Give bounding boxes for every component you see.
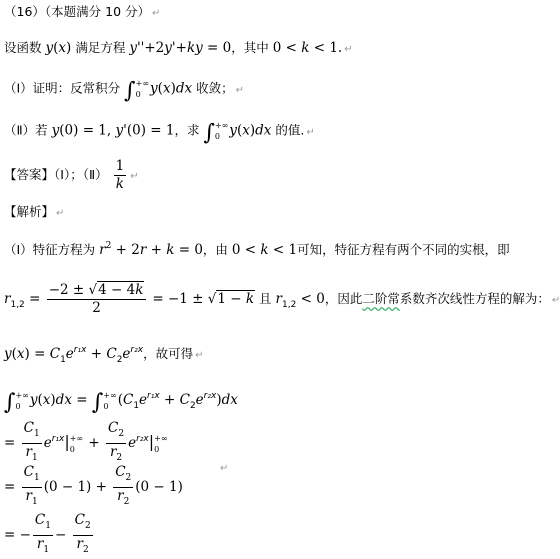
part2-end: 的值. (275, 122, 305, 138)
integral-sign-icon: ∫ (91, 390, 104, 415)
analysis-text-1b: ，由 (202, 242, 228, 257)
statement-text-3: ，其中 (231, 40, 269, 55)
analysis-line-4: ∫ +∞ 0 y(x)dx = ∫ +∞ 0 $(C_1e^{r_1x} + C_2e^{r_2x})dx$ (4, 390, 238, 415)
paragraph-mark-icon: ↵ (195, 350, 204, 361)
problem-part-1: （Ⅰ）证明：反常积分 ∫ +∞ 0 y(x)dx 收敛； ↵ (4, 78, 244, 104)
paragraph-mark-icon: ↵ (551, 295, 560, 306)
paragraph-mark-icon: ↵ (152, 8, 161, 19)
problem-header-text: （16）（本题满分 10 分） (4, 4, 151, 19)
integral-sign-icon: ∫ (4, 390, 16, 415)
analysis-line-7: = − $\frac{C_1}{r_1}$ − $\frac{C_2}{r_2}$ (4, 512, 91, 555)
part2-seek: ，求 (174, 122, 200, 138)
analysis-line-2: $r_{1,2}$ = $\frac{-2 \pm √4 - 4k}{2}$ = −1 ± √1 − k 且 $r_{1,2} < 0$，因此二阶常系数齐次线性方程的解为： ↵ (4, 282, 560, 316)
part1-text: （Ⅰ）证明：反常积分 (4, 80, 121, 96)
math-yx: y (45, 40, 54, 56)
roots-fraction: $\frac{-2 \pm √4 - 4k}{2}$ (47, 282, 147, 317)
paragraph-mark-icon: ↵ (130, 171, 139, 182)
math-k-range: 0 < (272, 40, 302, 56)
answer-label: 【答案】 (4, 167, 55, 182)
analysis-thus: ，因此 (324, 291, 363, 306)
integral-limits: +∞ 0 (214, 121, 229, 141)
analysis-line-1: （Ⅰ）特征方程为 $r^2 + 2r + k = 0$，由 0 < k < 1可知，特征方程有两个不同的实根，即 (4, 241, 510, 258)
statement-text-2: 满足方程 (75, 40, 126, 55)
analysis-text-1c: 可知，特征方程有两个不同的实根，即 (297, 242, 510, 257)
analysis-text-2: 系数齐次线性方程的解为： (399, 291, 550, 306)
analysis-line-5: = $\frac{C_1}{r_1}$ $e^{r_1x}|$ +∞ 0 + $\frac{C_2}{r_2}$ $e^{r_2x}|$ +∞ 0 (4, 420, 168, 463)
statement-text-1: 设函数 (4, 40, 42, 55)
answer-part1: （Ⅰ）； (54, 167, 83, 182)
answer-fraction: $\frac{1}{k}$ (115, 158, 125, 192)
analysis-header (4, 204, 64, 222)
paragraph-mark-icon: ↵ (56, 208, 65, 219)
paragraph-mark-icon: ↵ (306, 126, 315, 138)
analysis-and: 且 (259, 291, 272, 306)
grammar-flag: 二阶常 (362, 291, 400, 306)
problem-header (4, 4, 160, 22)
paragraph-mark-icon: ↵ (220, 463, 229, 474)
problem-part-2: （Ⅱ）若 y(0) = 1, y'(0) = 1，求 ∫ +∞ 0 y(x)dx 的值. ↵ (4, 120, 315, 146)
integral-limits: +∞ 0 (135, 79, 150, 99)
part1-end: 收敛； (196, 80, 234, 96)
math-ode: y (129, 40, 137, 56)
answer-line (4, 158, 139, 193)
analysis-text-3: ，故可得 (143, 346, 194, 361)
part2-text: （Ⅱ）若 (4, 122, 48, 138)
integral-sign-icon: ∫ (203, 120, 215, 146)
analysis-text-1a: （Ⅰ）特征方程为 (4, 242, 96, 257)
integral-sign-icon: ∫ (124, 78, 136, 104)
analysis-line-6: = $\frac{C_1}{r_1}$ (0 − 1) + $\frac{C_2}{r_2}$ (0 − 1) (4, 464, 183, 507)
problem-statement: 设函数 y(x) 满足方程 y''+2y'+ky = 0，其中 0 < k < 1. ↵ (4, 40, 353, 56)
paragraph-mark-icon: ↵ (235, 84, 244, 96)
answer-part2: （Ⅱ） (82, 167, 108, 182)
analysis-label: 【解析】 (4, 204, 55, 219)
paragraph-mark-icon: ↵ (344, 44, 353, 55)
analysis-line-3: $y(x) = C_1e^{r_1x} + C_2e^{r_2x}$，故可得 ↵ (4, 345, 204, 365)
